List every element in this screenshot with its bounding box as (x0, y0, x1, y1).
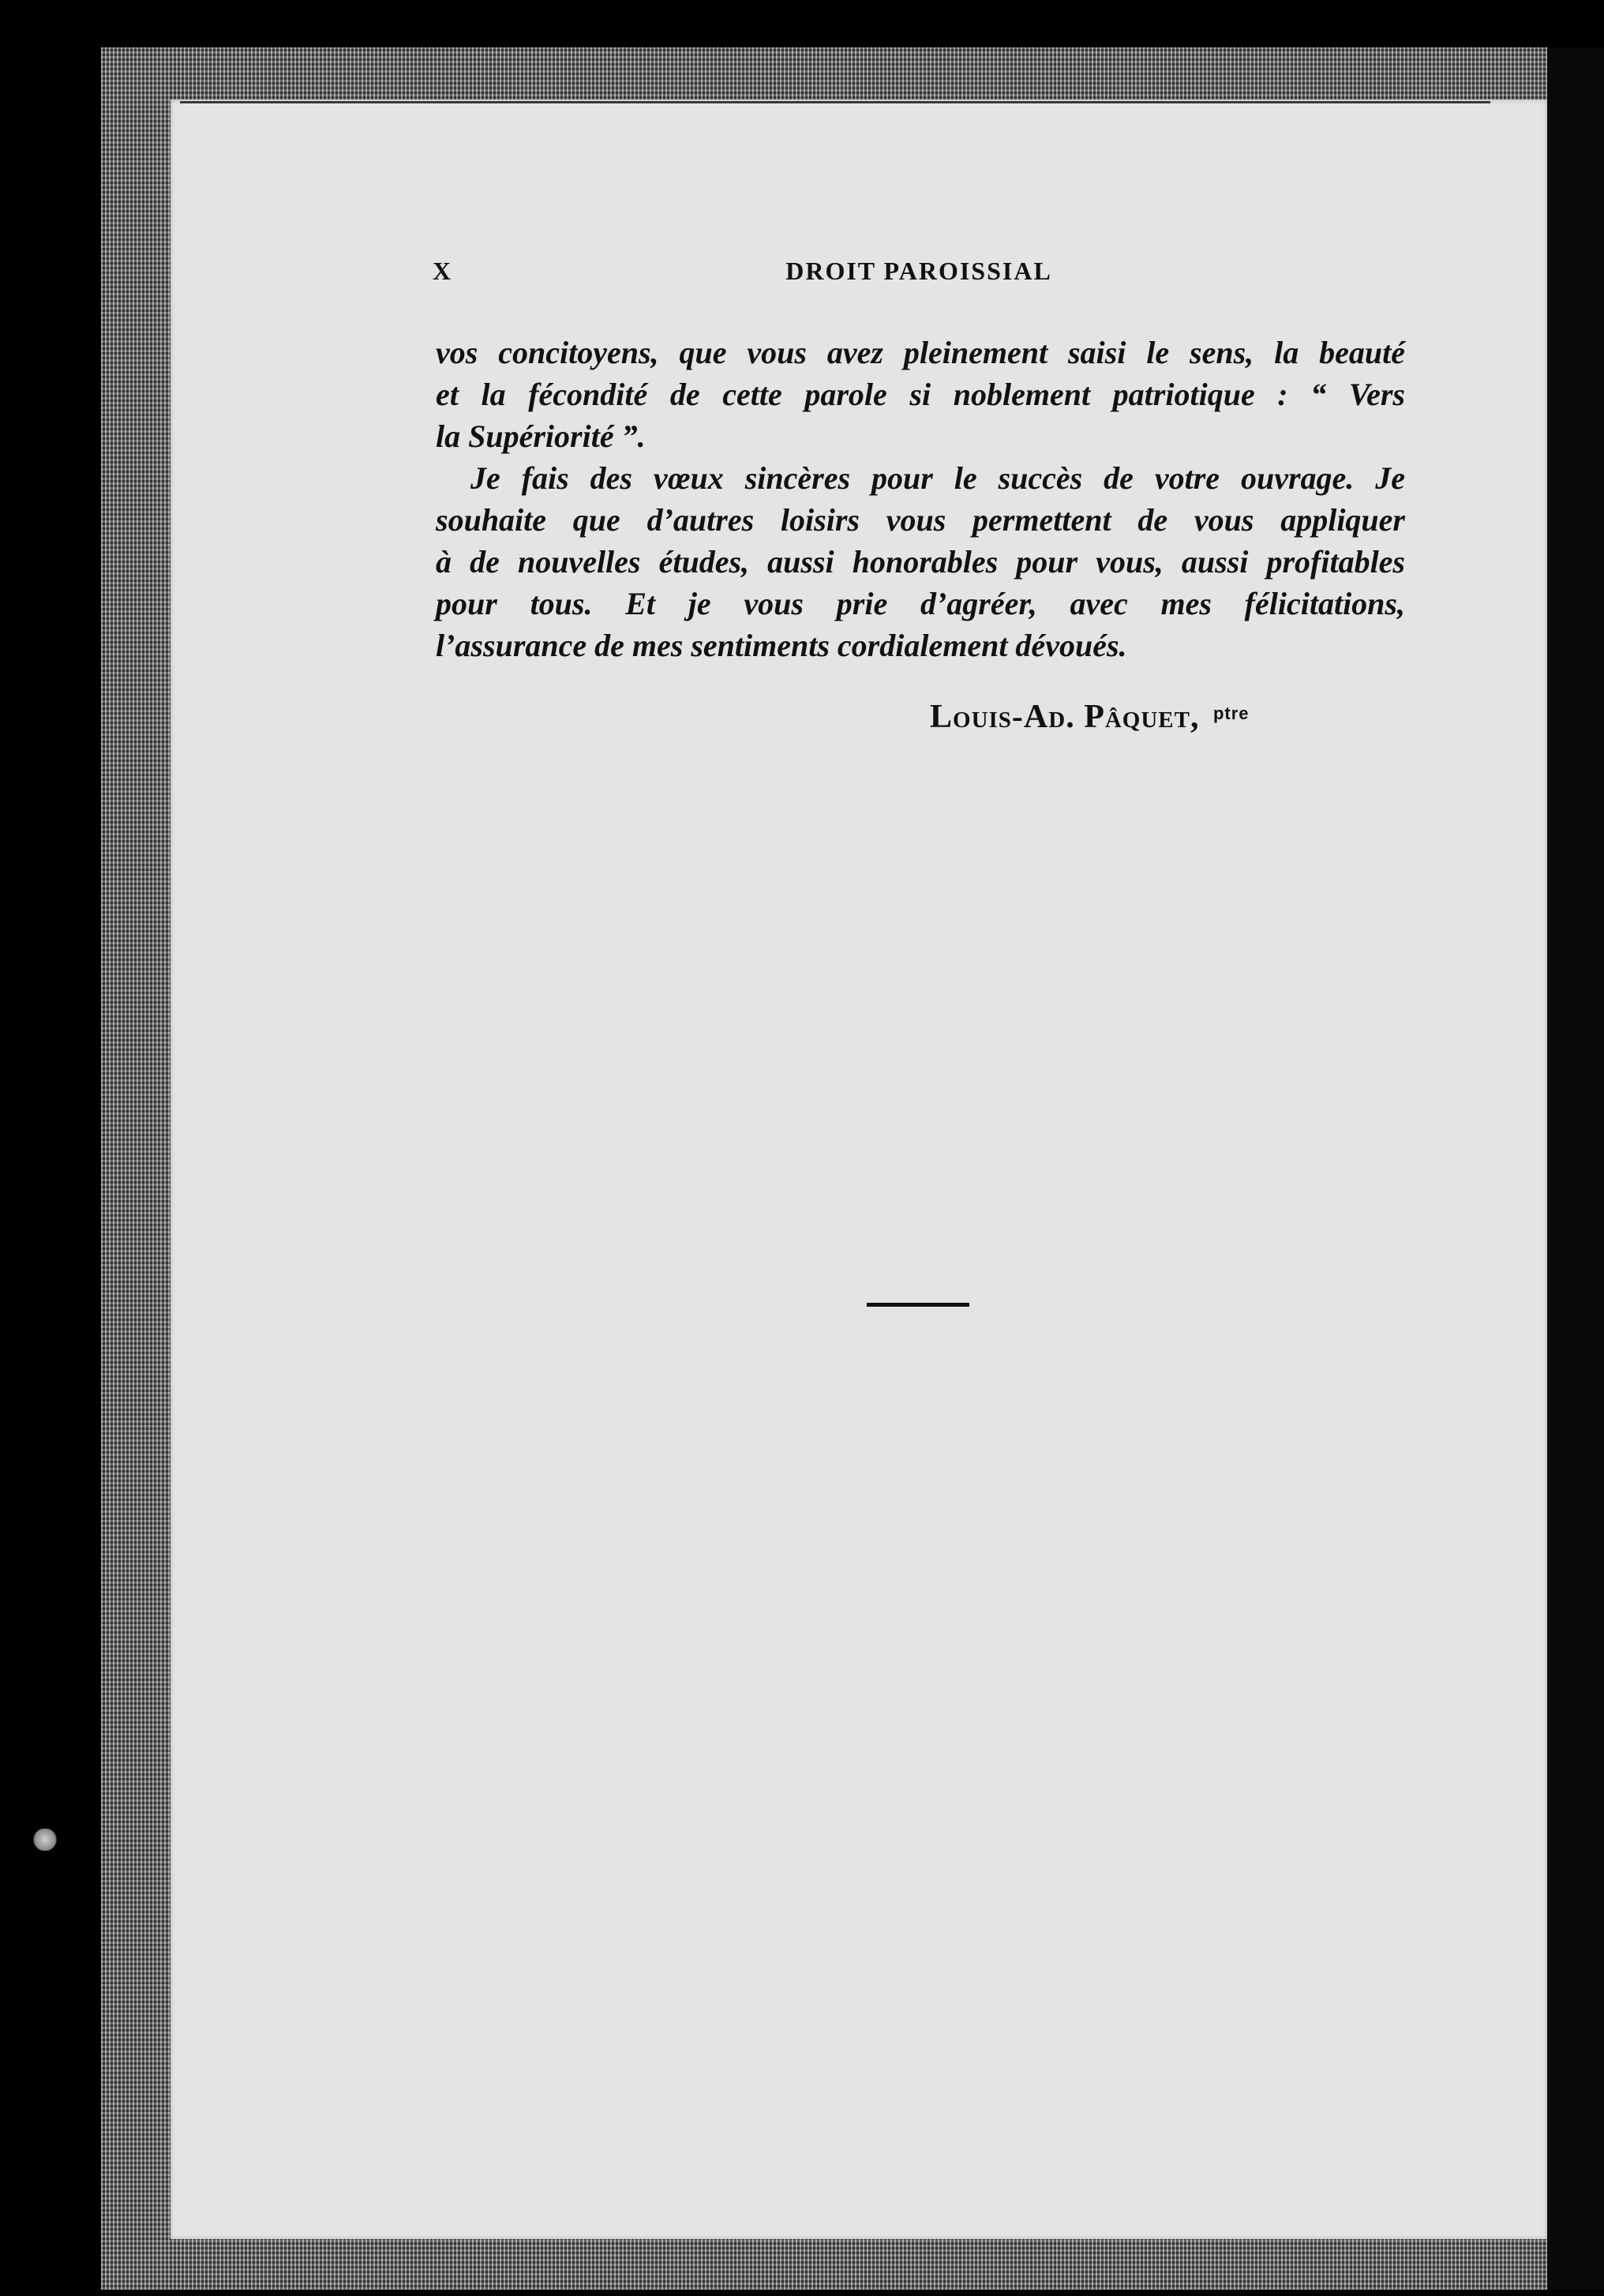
signature (930, 698, 1250, 736)
text-line: et la fécondité de cette parole si noblement patriotique : “ Vers (436, 377, 1405, 412)
text-line: pour tous. Et je vous prie d’agréer, avec mes félicitations, (436, 586, 1405, 621)
text-line: l’assurance de mes sentiments cordialement dévoués. (436, 628, 1127, 663)
running-head (433, 257, 1405, 296)
text-line: à de nouvelles études, aussi honorables pour vous, aussi profitables (436, 544, 1405, 580)
binding-speck (32, 1829, 58, 1851)
section-end-rule (867, 1303, 969, 1307)
signature-name: Louis-Ad. Pâquet, (930, 699, 1200, 735)
page-top-edge (180, 101, 1490, 103)
body-text (436, 332, 1405, 666)
running-head-title: DROIT PAROISSIAL (785, 257, 1052, 285)
scan-background-edge (1547, 47, 1604, 2290)
text-line: souhaite que d’autres loisirs vous permettent de vous appliquer (436, 502, 1405, 538)
signature-suffix: ptre (1212, 703, 1250, 723)
text-line: Je fais des vœux sincères pour le succès de votre ouvrage. Je (470, 460, 1405, 496)
text-line: la Supériorité ”. (436, 418, 646, 454)
page-number: X (433, 257, 453, 285)
text-line: vos concitoyens, que vous avez pleinement saisi le sens, la beauté (436, 335, 1405, 370)
